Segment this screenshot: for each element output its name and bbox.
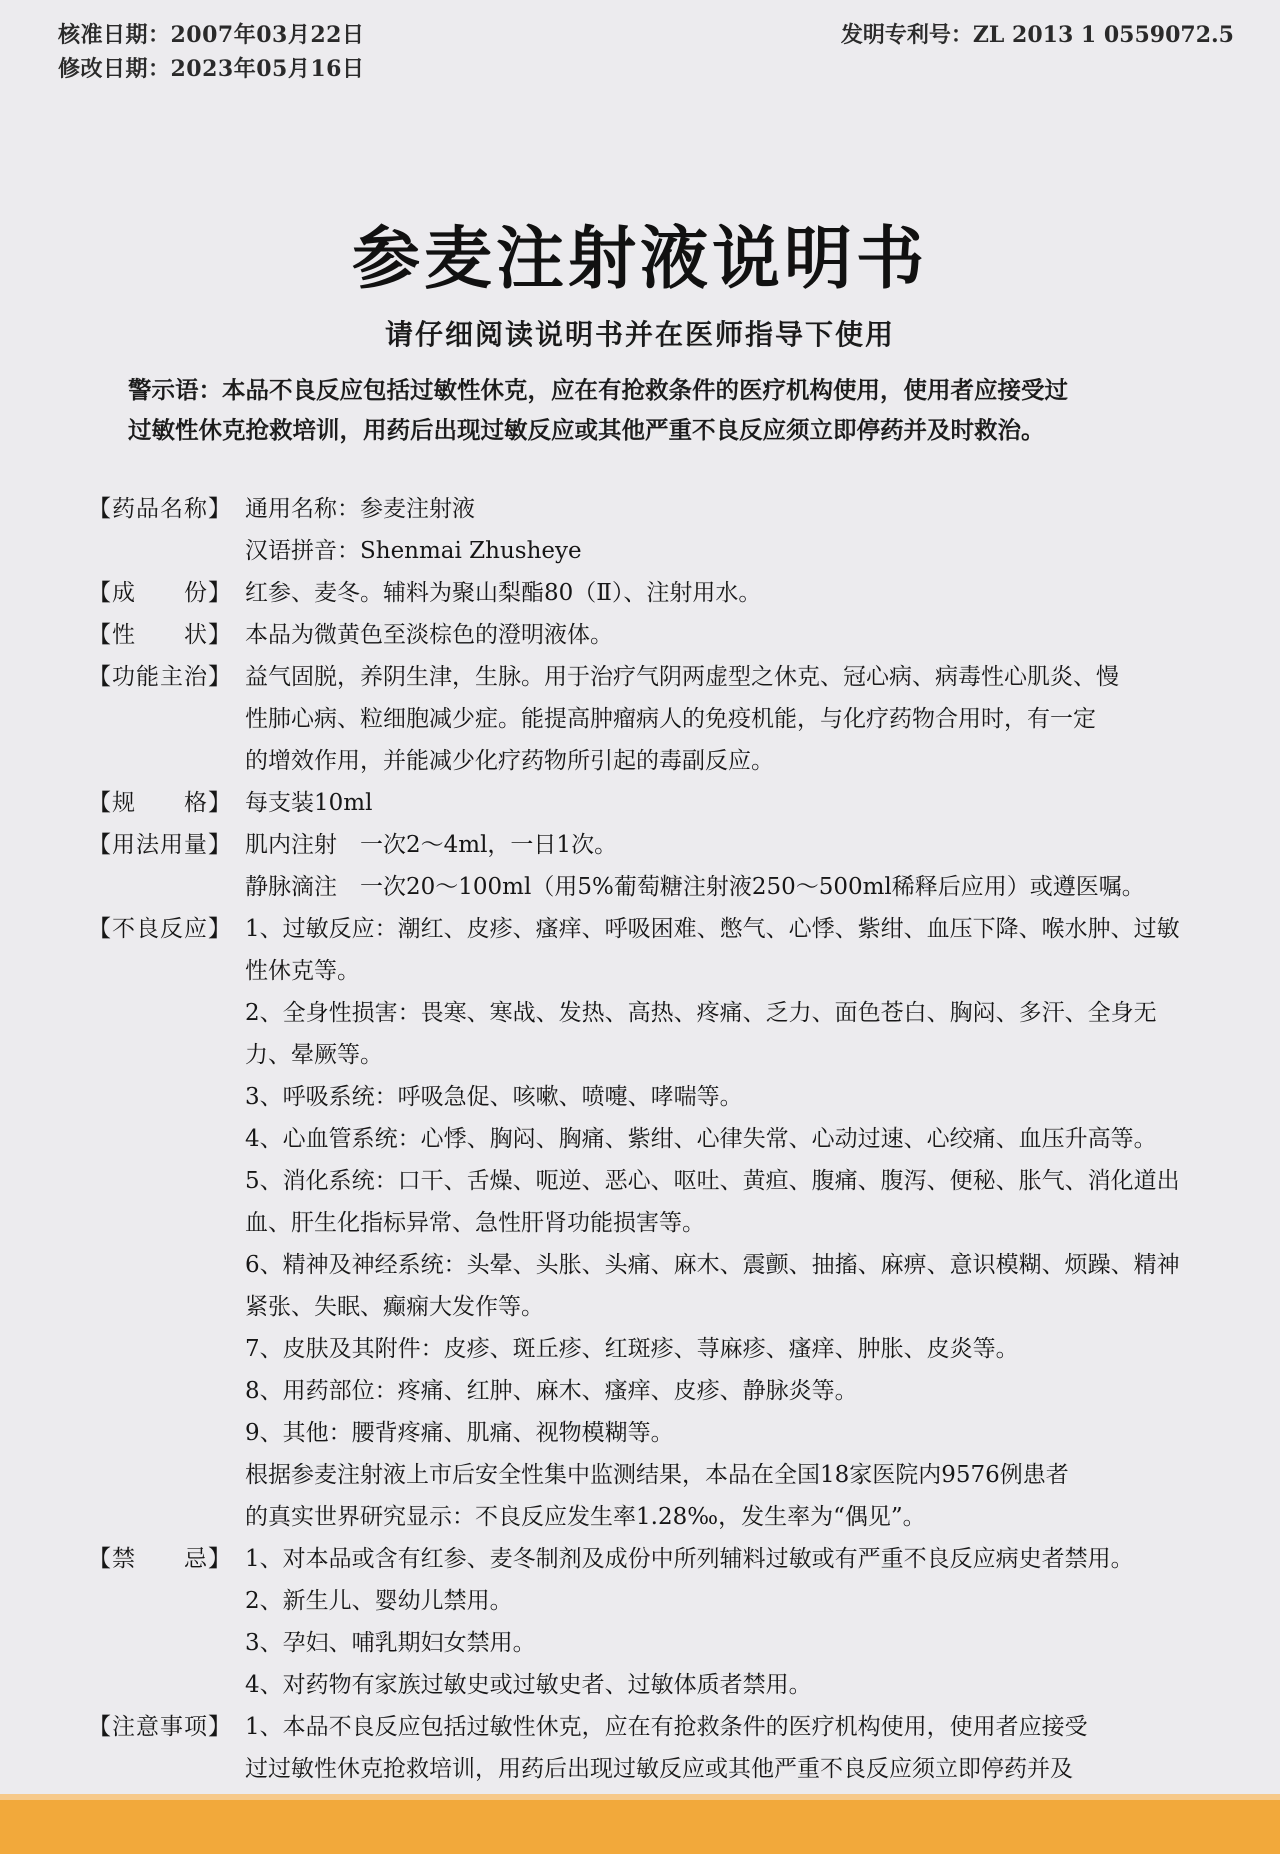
patent-number: 发明专利号：ZL 2013 1 0559072.5: [840, 22, 1234, 48]
section-line: 本品为微黄色至淡棕色的澄明液体。: [245, 622, 613, 648]
section-label: 【性 状】: [88, 622, 232, 648]
section-line: 根据参麦注射液上市后安全性集中监测结果，本品在全国18家医院内9576例患者: [245, 1462, 1069, 1488]
section-line: 1、过敏反应：潮红、皮疹、瘙痒、呼吸困难、憋气、心悸、紫绀、血压下降、喉水肿、过敏: [245, 916, 1180, 942]
section-line: 4、对药物有家族过敏史或过敏史者、过敏体质者禁用。: [245, 1672, 812, 1698]
instruction-sections: [88, 488, 1208, 1790]
section-line: 力、晕厥等。: [245, 1042, 383, 1068]
section-label: 【禁 忌】: [88, 1546, 232, 1572]
warning-block: [128, 370, 1168, 450]
section-line: 每支装10ml: [245, 790, 373, 816]
section-line: 通用名称：参麦注射液: [245, 496, 475, 522]
section-body: [245, 1706, 1208, 1790]
section-precautions: [88, 1706, 1208, 1790]
section-line: 1、本品不良反应包括过敏性休克，应在有抢救条件的医疗机构使用，使用者应接受: [245, 1714, 1088, 1740]
section-line: 5、消化系统：口干、舌燥、呃逆、恶心、呕吐、黄疸、腹痛、腹泻、便秘、胀气、消化道出: [245, 1168, 1180, 1194]
section-line: 9、其他：腰背疼痛、肌痛、视物模糊等。: [245, 1420, 674, 1446]
section-line: 1、对本品或含有红参、麦冬制剂及成份中所列辅料过敏或有严重不良反应病史者禁用。: [245, 1546, 1134, 1572]
warning-line: 过敏性休克抢救培训，用药后出现过敏反应或其他严重不良反应须立即停药并及时救治。: [128, 416, 1045, 444]
section-line: 3、呼吸系统：呼吸急促、咳嗽、喷嚏、哮喘等。: [245, 1084, 743, 1110]
section-label: 【规 格】: [88, 790, 232, 816]
section-line: 红参、麦冬。辅料为聚山梨酯80（Ⅱ）、注射用水。: [245, 580, 762, 606]
section-body: [245, 488, 1208, 572]
section-line: 3、孕妇、哺乳期妇女禁用。: [245, 1630, 536, 1656]
section-label: 【不良反应】: [88, 916, 232, 942]
header-dates: [58, 18, 364, 86]
section-body: [245, 824, 1208, 908]
section-line: 的增效作用，并能减少化疗药物所引起的毒副反应。: [245, 748, 774, 774]
section-line: 2、新生儿、婴幼儿禁用。: [245, 1588, 513, 1614]
section-body: [245, 614, 1208, 656]
section-contraindications: [88, 1538, 1208, 1706]
footer-color-band: [0, 1800, 1280, 1854]
section-body: [245, 572, 1208, 614]
section-label: 【药品名称】: [88, 496, 232, 522]
section-label: 【成 份】: [88, 580, 232, 606]
document-subtitle: 请仔细阅读说明书并在医师指导下使用: [384, 318, 895, 351]
revision-date: 修改日期：2023年05月16日: [58, 56, 365, 82]
section-line: 益气固脱，养阴生津，生脉。用于治疗气阴两虚型之休克、冠心病、病毒性心肌炎、慢: [245, 664, 1119, 690]
section-drug-name: [88, 488, 1208, 572]
section-line: 8、用药部位：疼痛、红肿、麻木、瘙痒、皮疹、静脉炎等。: [245, 1378, 858, 1404]
section-adverse-reactions: [88, 908, 1208, 1538]
section-body: [245, 1538, 1208, 1706]
document-title: 参麦注射液说明书: [351, 220, 928, 299]
section-specification: [88, 782, 1208, 824]
section-label: 【功能主治】: [88, 664, 232, 690]
section-line: 2、全身性损害：畏寒、寒战、发热、高热、疼痛、乏力、面色苍白、胸闷、多汗、全身无: [245, 1000, 1157, 1026]
section-line: 的真实世界研究显示：不良反应发生率1.28‰，发生率为“偶见”。: [245, 1504, 926, 1530]
section-line: 性肺心病、粒细胞减少症。能提高肿瘤病人的免疫机能，与化疗药物合用时，有一定: [245, 706, 1096, 732]
section-label: 【注意事项】: [88, 1714, 232, 1740]
section-line: 血、肝生化指标异常、急性肝肾功能损害等。: [245, 1210, 705, 1236]
approval-date: 核准日期：2007年03月22日: [58, 22, 365, 48]
section-line: 性休克等。: [245, 958, 360, 984]
section-line: 7、皮肤及其附件：皮疹、斑丘疹、红斑疹、荨麻疹、瘙痒、肿胀、皮炎等。: [245, 1336, 1019, 1362]
section-line: 汉语拼音：Shenmai Zhusheye: [245, 538, 582, 564]
section-line: 4、心血管系统：心悸、胸闷、胸痛、紫绀、心律失常、心动过速、心绞痛、血压升高等。: [245, 1126, 1157, 1152]
section-body: [245, 782, 1208, 824]
section-body: [245, 908, 1208, 1538]
section-line: 过过敏性休克抢救培训，用药后出现过敏反应或其他严重不良反应须立即停药并及: [245, 1756, 1073, 1782]
section-line: 肌内注射 一次2～4ml，一日1次。: [245, 832, 618, 858]
section-line: 静脉滴注 一次20～100ml（用5%葡萄糖注射液250～500ml稀释后应用）或遵医嘱。: [245, 874, 1145, 900]
warning-line: 警示语：本品不良反应包括过敏性休克，应在有抢救条件的医疗机构使用，使用者应接受过: [128, 376, 1068, 404]
section-label: 【用法用量】: [88, 832, 232, 858]
section-ingredients: [88, 572, 1208, 614]
section-dosage: [88, 824, 1208, 908]
section-properties: [88, 614, 1208, 656]
section-line: 紧张、失眠、癫痫大发作等。: [245, 1294, 544, 1320]
section-body: [245, 656, 1208, 782]
section-line: 6、精神及神经系统：头晕、头胀、头痛、麻木、震颤、抽搐、麻痹、意识模糊、烦躁、精神: [245, 1252, 1180, 1278]
section-indications: [88, 656, 1208, 782]
